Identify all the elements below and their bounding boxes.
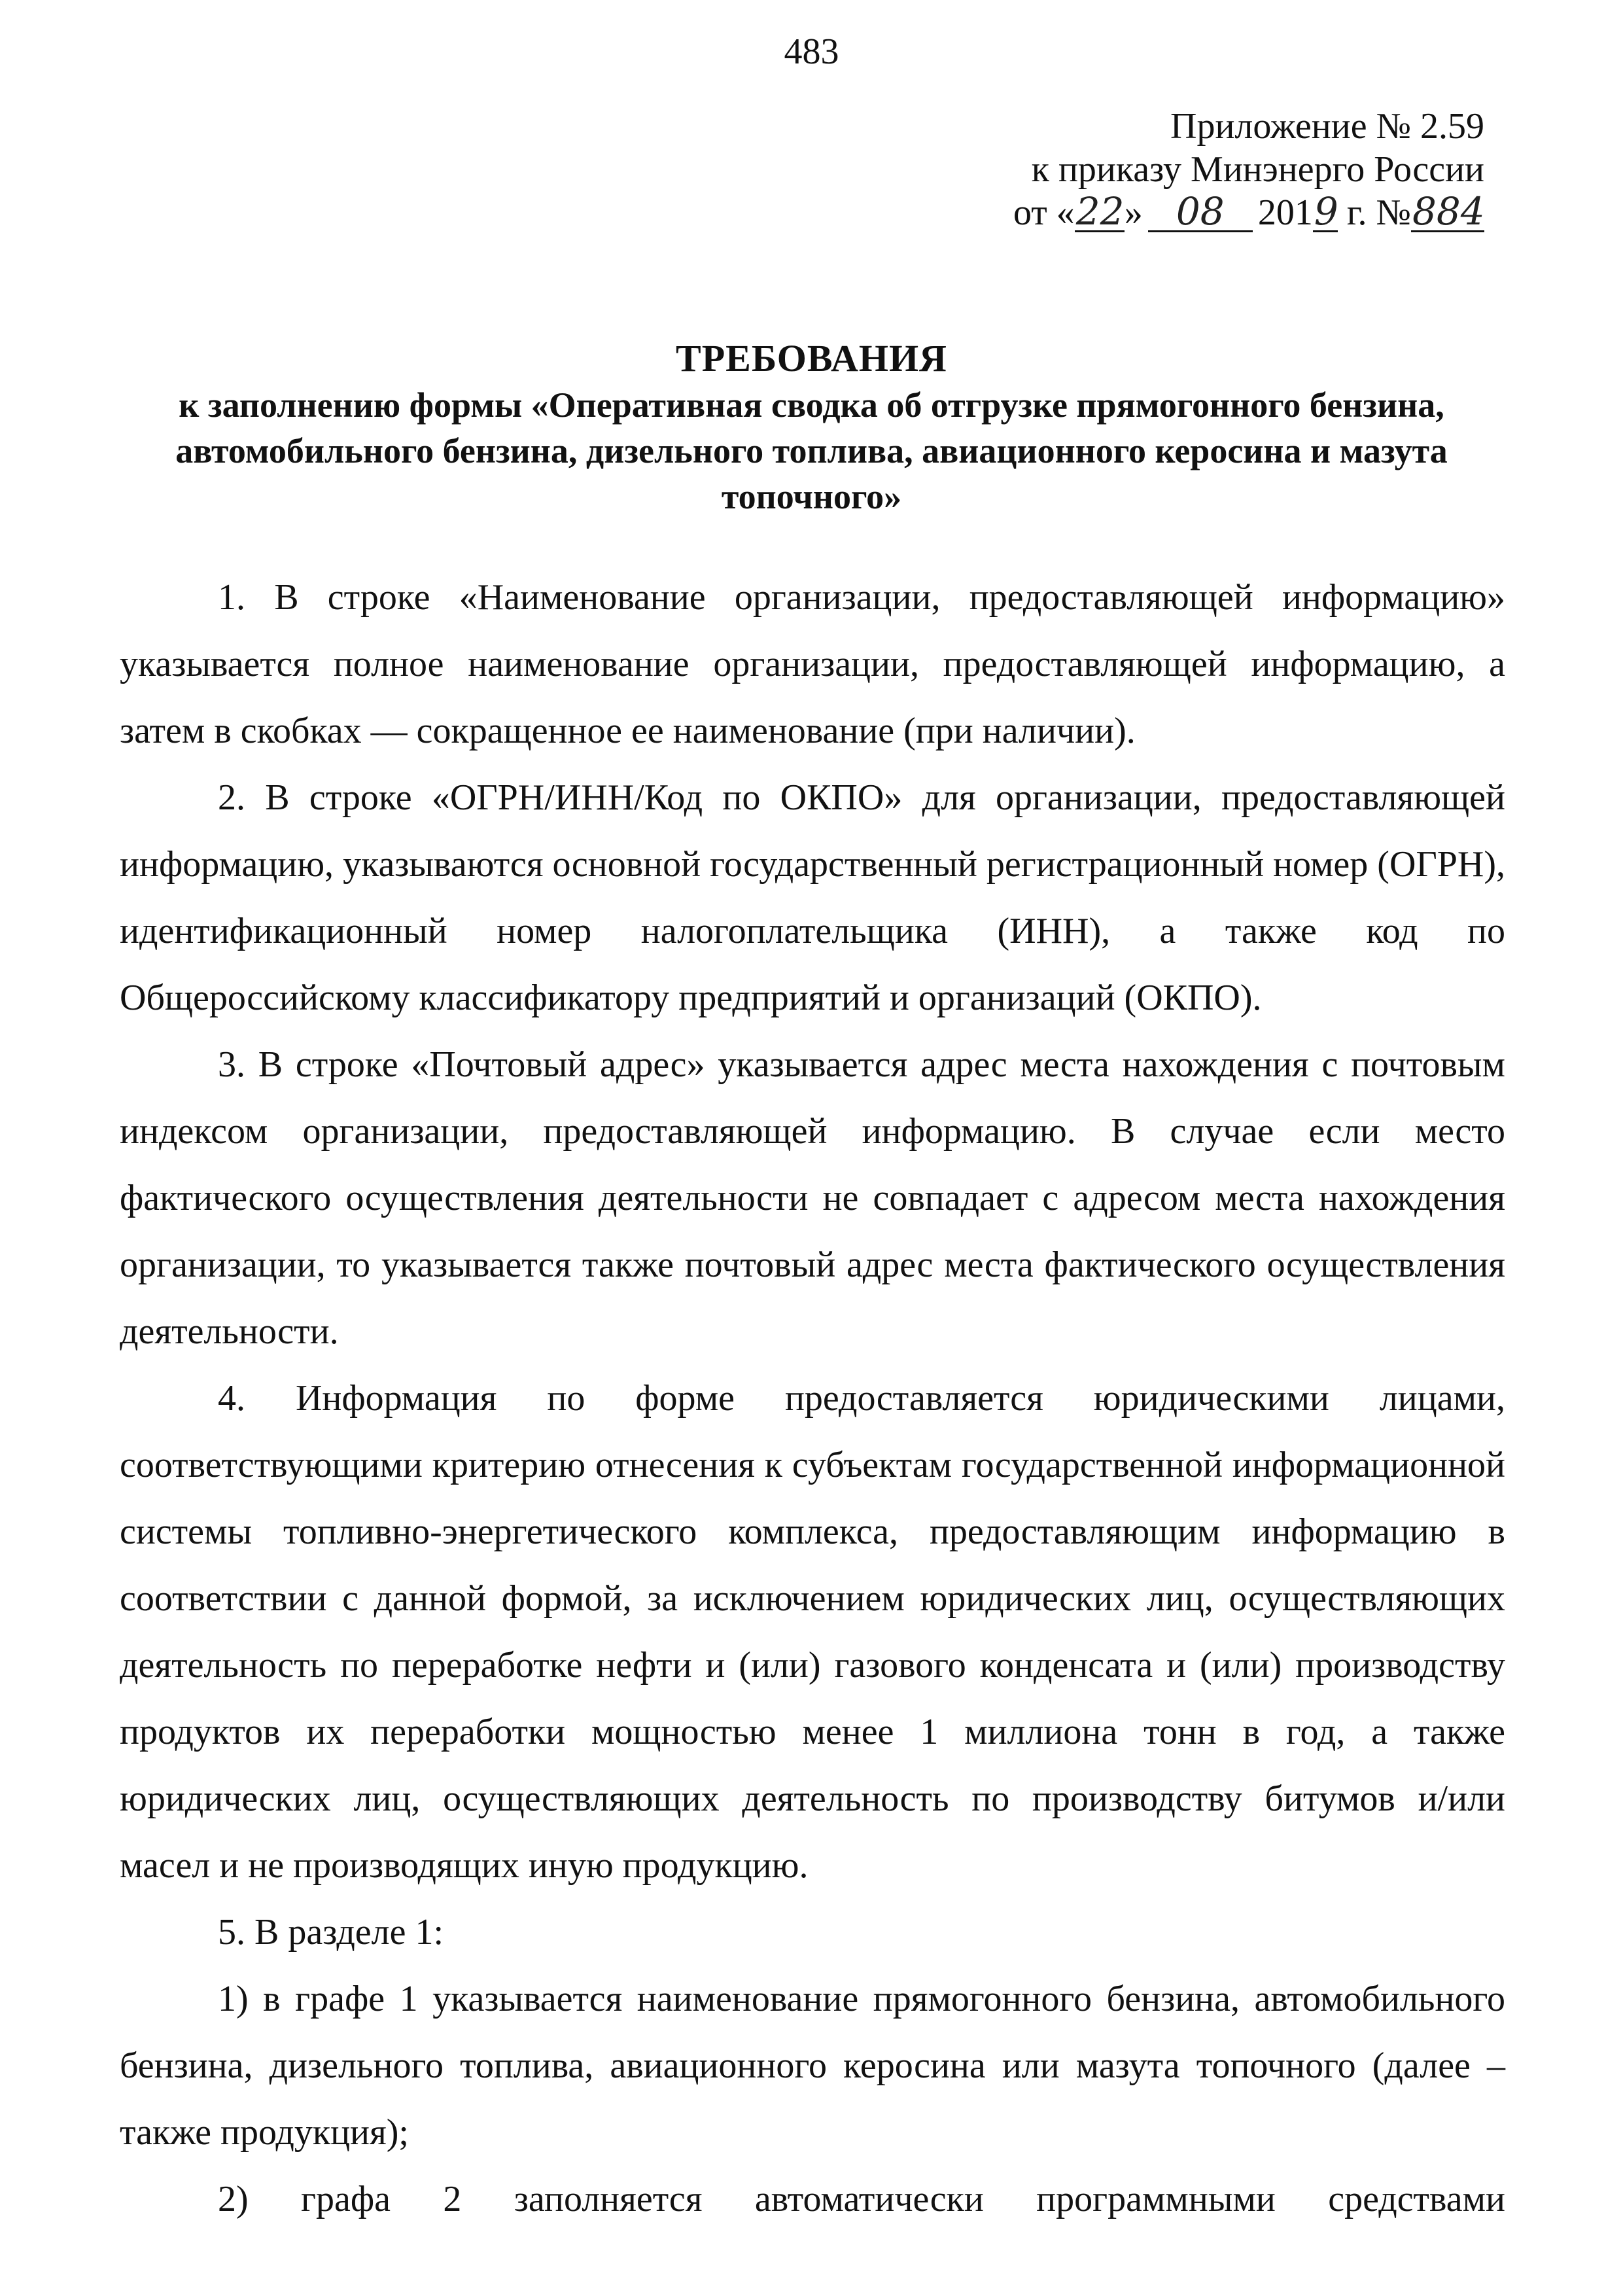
paragraph-5-item-1: 1) в графе 1 указывается наименование прямогонного бензина, автомобильного бензина, дизельного топлива, авиационного керосина или мазута топочного (далее – также продукция); [120, 1979, 1505, 2153]
date-year-prefix: 201 [1257, 192, 1313, 233]
appendix-line: Приложение № 2.59 [1170, 106, 1484, 147]
handwritten-order-number: 884 [1412, 189, 1485, 234]
document-title: ТРЕБОВАНИЯ [676, 337, 947, 380]
page-number: 483 [784, 31, 839, 72]
handwritten-year-digit: 9 [1314, 189, 1338, 234]
document-heading [98, 335, 1525, 520]
paragraph-3: 3. В строке «Почтовый адрес» указывается адрес места нахождения с почтовым индексом организации, предоставляющей информацию. В случае если место фактического осуществления деятельности не совпадает с адресом места нахождения организации, то указывается также почтовый адрес места фактического осуществления деятельности. [120, 1044, 1505, 1352]
paragraph-1: 1. В строке «Наименование организации, предоставляющей информацию» указывается полное наименование организации, предоставляющей информацию, а затем в скобках — сокращенное ее наименование (при наличии). [120, 577, 1505, 751]
appendix-date-line [1013, 191, 1484, 234]
document-body [120, 564, 1505, 2233]
paragraph-5: 5. В разделе 1: [218, 1912, 444, 1952]
date-prefix: от « [1013, 192, 1075, 233]
paragraph-2: 2. В строке «ОГРН/ИНН/Код по ОКПО» для организации, предоставляющей информацию, указываются основной государственный регистрационный номер (ОГРН), идентификационный номер налогоплательщика (ИНН), а также код по Общероссийскому классификатору предприятий и организаций (ОКПО). [120, 777, 1505, 1018]
date-suffix: г. № [1337, 192, 1411, 233]
document-subtitle: к заполнению формы «Оперативная сводка об отгрузке прямогонного бензина, автомобильного бензина, дизельного топлива, авиационного керосина и мазута топочного» [175, 385, 1448, 516]
appendix-block [1013, 105, 1484, 234]
date-quote-close: » [1124, 192, 1143, 233]
appendix-order-line: к приказу Минэнерго России [1031, 149, 1484, 190]
paragraph-5-item-2: 2) графа 2 заполняется автоматически программными средствами [218, 2179, 1505, 2219]
handwritten-month: 08 [1148, 192, 1253, 232]
paragraph-4: 4. Информация по форме предоставляется юридическими лицами, соответствующими критерию отнесения к субъектам государственной информационной системы топливно-энергетического комплекса, предоставляющим информацию в соответствии с данной формой, за исключением юридических лиц, осуществляющих деятельность по переработке нефти и (или) газового конденсата и (или) производству продуктов их переработки мощностью менее 1 миллиона тонн в год, а также юридических лиц, осуществляющих деятельность по производству битумов и/или масел и не производящих иную продукцию. [120, 1378, 1505, 1886]
handwritten-day: 22 [1075, 189, 1125, 234]
